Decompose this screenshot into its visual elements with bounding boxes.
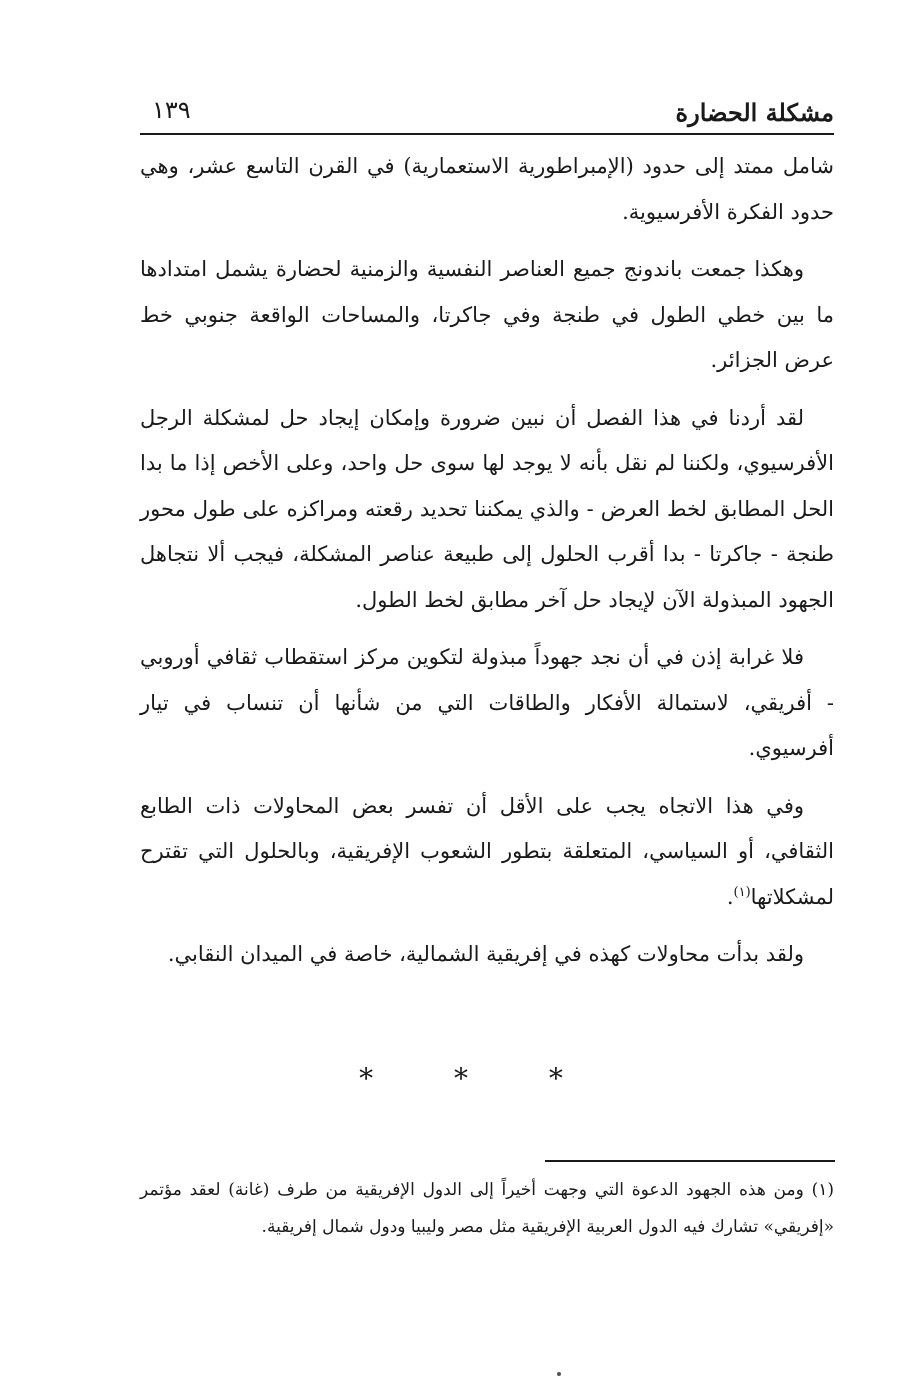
body-text	[140, 144, 834, 990]
asterisk-icon: *	[548, 1062, 563, 1095]
footnote-1: (١) ومن هذه الجهود الدعوة التي وجهت أخيراً إلى الدول الإفريقية من طرف (غانة) لعقد مؤتمر «إفريقي» تشارك فيه الدول العربية الإفريقية مثل مصر وليبيا ودول شمال إفريقية.	[140, 1180, 834, 1237]
page-header	[140, 92, 834, 132]
page-mark-dot	[557, 1372, 561, 1376]
footnote-rule	[545, 1160, 835, 1162]
asterisk-icon: *	[359, 1062, 374, 1095]
footnote-reference[interactable]: (١)	[733, 884, 751, 900]
page-number: ١٣٩	[152, 96, 191, 124]
paragraph-5	[140, 784, 834, 921]
footnotes	[140, 1172, 834, 1246]
asterisk-icon: *	[454, 1062, 468, 1095]
paragraph-3: لقد أردنا في هذا الفصل أن نبين ضرورة وإمكان إيجاد حل لمشكلة الرجل الأفرسيوي، ولكننا لم نقل بأنه لا يوجد لها سوى حل واحد، وعلى الأخص إذا ما بدا الحل المطابق لخط العرض - والذي يمكننا تحديد رقعته ومراكزه على طول محور طنجة - جاكرتا - بدا أقرب الحلول إلى طبيعة عناصر المشكلة، فيجب ألا نتجاهل الجهود المبذولة الآن لإيجاد حل آخر مطابق لخط الطول.	[140, 405, 834, 612]
paragraph-5-end: .	[726, 884, 734, 909]
paragraph-2: وهكذا جمعت باندونج جميع العناصر النفسية والزمنية لحضارة يشمل امتدادها ما بين خطي الطول في طنجة وفي جاكرتا، والمساحات الواقعة جنوبي خط عرض الجزائر.	[140, 257, 834, 372]
header-rule	[140, 133, 834, 135]
paragraph-6: ولقد بدأت محاولات كهذه في إفريقية الشمالية، خاصة في الميدان النقابي.	[167, 942, 804, 966]
paragraph-5-text: وفي هذا الاتجاه يجب على الأقل أن تفسر بعض المحاولات ذات الطابع الثقافي، أو السياسي، المتعلقة بتطور الشعوب الإفريقية، وبالحلول التي تقترح لمشكلاتها	[140, 793, 834, 909]
paragraph-4: فلا غرابة إذن في أن نجد جهوداً مبذولة لتكوين مركز استقطاب ثقافي أوروبي - أفريقي، لاستمالة الأفكار والطاقات التي من شأنها أن تنساب في تيار أفرسيوي.	[140, 645, 834, 760]
paragraph-1: شامل ممتد إلى حدود (الإمبراطورية الاستعمارية) في القرن التاسع عشر، وهي حدود الفكرة الأفرسيوية.	[140, 154, 834, 224]
section-ornament	[0, 1062, 922, 1095]
running-title: مشكلة الحضارة	[675, 98, 834, 127]
